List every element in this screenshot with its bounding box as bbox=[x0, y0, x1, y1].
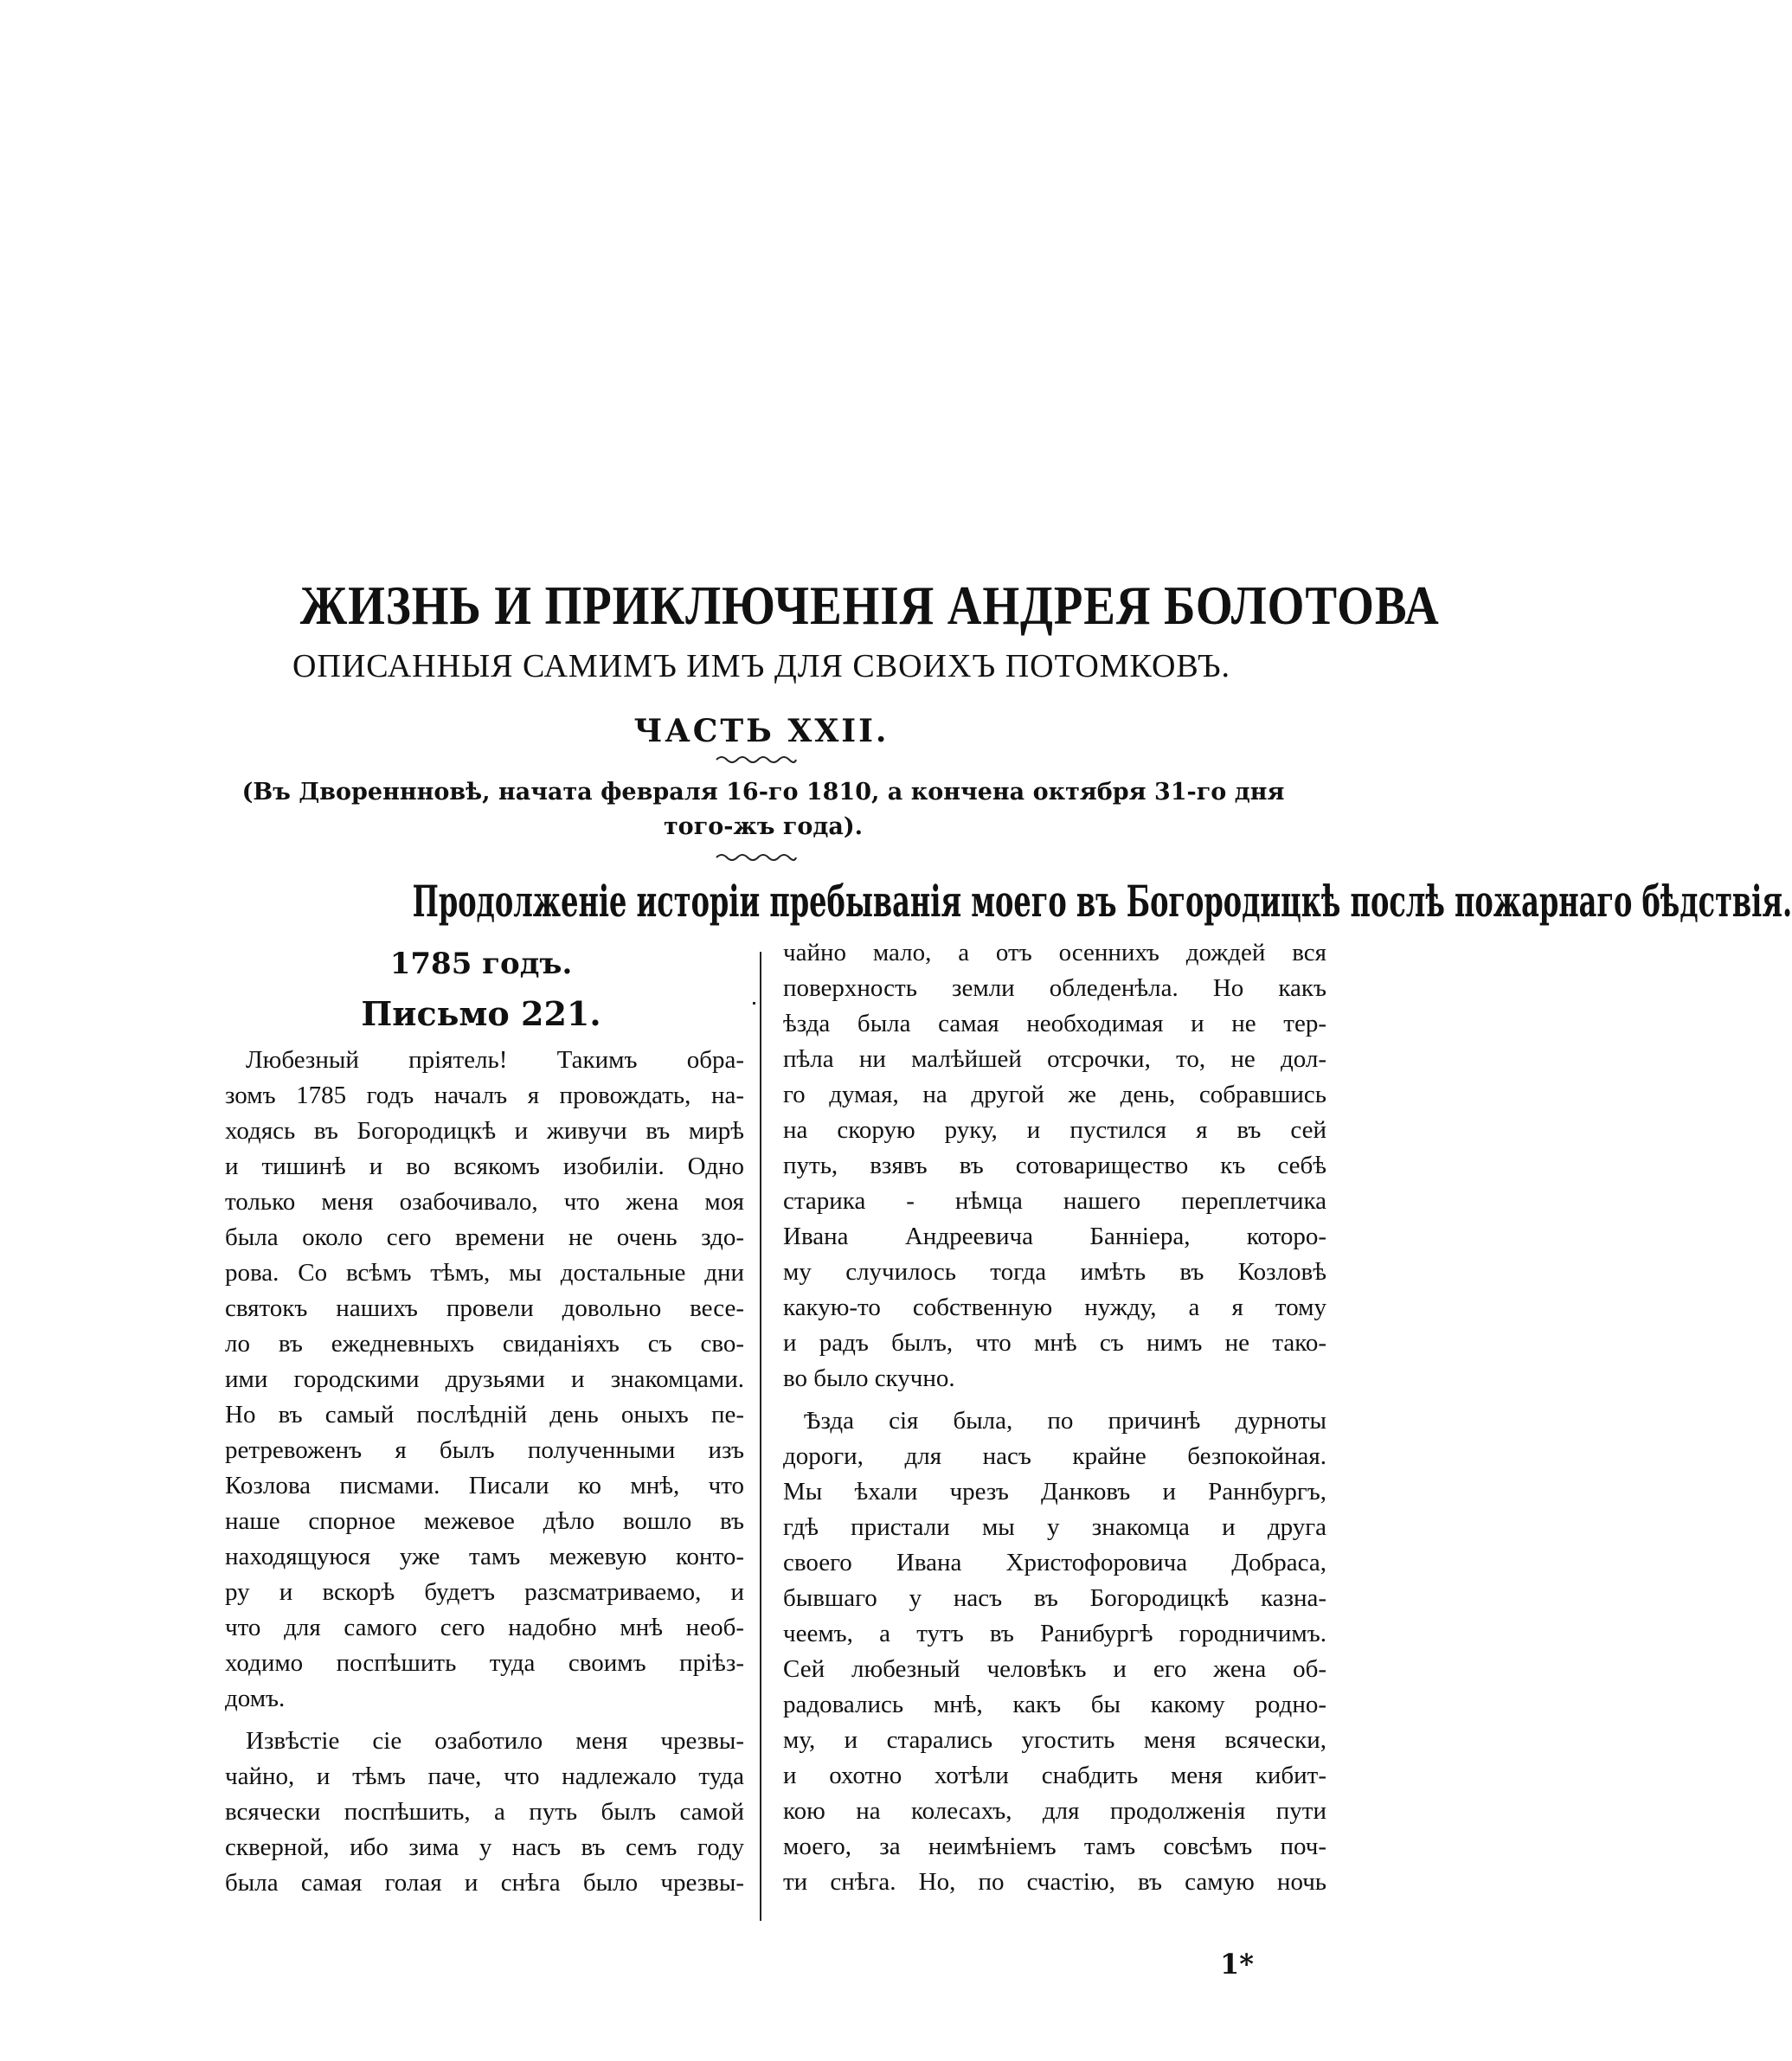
text-line: ти снѣга. Но, по счастію, въ самую ночь bbox=[783, 1868, 1326, 1896]
text-line: ло въ ежедневныхъ свиданіяхъ съ сво- bbox=[225, 1330, 744, 1358]
right-text-column bbox=[783, 935, 1326, 1900]
text-line: ходимо поспѣшить туда своимъ пріѣз- bbox=[225, 1649, 744, 1677]
text-line: и охотно хотѣли снабдить меня кибит- bbox=[783, 1762, 1326, 1789]
section-title: Продолженіе исторіи пребыванія моего въ Богородицкѣ послѣ пожарнаго бѣдствія. bbox=[412, 876, 1792, 927]
writing-dates-line-2: того-жъ года). bbox=[663, 813, 864, 840]
text-line: что для самого сего надобно мнѣ необ- bbox=[225, 1614, 744, 1641]
wavy-rule-ornament bbox=[715, 754, 798, 765]
text-line: святокъ нашихъ провели довольно весе- bbox=[225, 1294, 744, 1322]
text-line: му, и старались угостить меня всячески, bbox=[783, 1726, 1326, 1754]
text-line: зомъ 1785 годъ началъ я провождать, на- bbox=[225, 1082, 744, 1109]
text-line: Сей любезный человѣкъ и его жена об- bbox=[783, 1655, 1326, 1683]
text-line: Но въ самый послѣдній день оныхъ пе- bbox=[225, 1401, 744, 1429]
paragraph-gap bbox=[783, 1396, 1326, 1403]
text-line: дороги, для насъ крайне безпокойная. bbox=[783, 1442, 1326, 1470]
text-line: была около сего времени не очень здо- bbox=[225, 1223, 744, 1251]
column-divider bbox=[760, 952, 761, 1921]
divider-mark bbox=[753, 1002, 755, 1005]
text-line: скверной, ибо зима у насъ въ семъ году bbox=[225, 1833, 744, 1861]
text-line: Ѣзда сія была, по причинѣ дурноты bbox=[804, 1407, 1326, 1435]
text-line: му случилось тогда имѣть въ Козловѣ bbox=[783, 1258, 1326, 1286]
text-line: ими городскими друзьями и знакомцами. bbox=[225, 1365, 744, 1393]
text-line: была самая голая и снѣга было чрезвы- bbox=[225, 1869, 744, 1897]
text-line: кою на колесахъ, для продолженія пути bbox=[783, 1797, 1326, 1825]
text-line: чайно, и тѣмъ паче, что надлежало туда bbox=[225, 1762, 744, 1790]
book-title: ЖИЗНЬ И ПРИКЛЮЧЕНІЯ АНДРЕЯ БОЛОТОВА bbox=[299, 575, 1440, 636]
text-line: поверхность земли обледенѣла. Но какъ bbox=[783, 974, 1326, 1002]
text-line: Козлова писмами. Писали ко мнѣ, что bbox=[225, 1472, 744, 1499]
text-line: го думая, на другой же день, собравшись bbox=[783, 1081, 1326, 1108]
text-line: старика - нѣмца нашего переплетчика bbox=[783, 1187, 1326, 1215]
text-line: находящуюся уже тамъ межевую конто- bbox=[225, 1543, 744, 1570]
left-text-column bbox=[225, 1043, 744, 1901]
text-line: ходясь въ Богородицкѣ и живучи въ мирѣ bbox=[225, 1117, 744, 1145]
text-line: Извѣстіе сіе озаботило меня чрезвы- bbox=[246, 1727, 744, 1755]
text-line: домъ. bbox=[225, 1685, 286, 1712]
text-line: во было скучно. bbox=[783, 1364, 955, 1392]
part-heading: ЧАСТЬ XXII. bbox=[633, 713, 890, 749]
text-line: ру и вскорѣ будетъ разсматриваемо, и bbox=[225, 1578, 744, 1606]
text-line: какую-то собственную нужду, а я тому bbox=[783, 1294, 1326, 1321]
text-line: ретревоженъ я былъ полученными изъ bbox=[225, 1436, 744, 1464]
printer-signature-mark: 1* bbox=[1220, 1948, 1254, 1981]
text-line: пѣла ни малѣйшей отсрочки, то, не дол- bbox=[783, 1045, 1326, 1073]
text-line: Ивана Андреевича Банніера, которо- bbox=[783, 1223, 1326, 1250]
letter-heading: Письмо 221. bbox=[361, 994, 601, 1033]
text-line: радовались мнѣ, какъ бы какому родно- bbox=[783, 1691, 1326, 1718]
text-line: моего, за неимѣніемъ тамъ совсѣмъ поч- bbox=[783, 1833, 1326, 1860]
text-line: всячески поспѣшить, а путь былъ самой bbox=[225, 1798, 744, 1826]
text-line: гдѣ пристали мы у знакомца и друга bbox=[783, 1513, 1326, 1541]
text-line: Любезный пріятель! Такимъ обра- bbox=[246, 1046, 744, 1074]
text-line: путь, взявъ въ сотоварищество къ себѣ bbox=[783, 1152, 1326, 1179]
text-line: бывшаго у насъ въ Богородицкѣ казна- bbox=[783, 1584, 1326, 1612]
text-line: своего Ивана Христофоровича Добраса, bbox=[783, 1549, 1326, 1576]
wavy-rule-ornament bbox=[715, 852, 798, 863]
year-heading: 1785 годъ. bbox=[389, 947, 573, 981]
text-line: на скорую руку, и пустился я въ сей bbox=[783, 1116, 1326, 1144]
text-line: и тишинѣ и во всякомъ изобиліи. Одно bbox=[225, 1152, 744, 1180]
text-line: рова. Со всѣмъ тѣмъ, мы достальные дни bbox=[225, 1259, 744, 1287]
text-line: ѣзда была самая необходимая и не тер- bbox=[783, 1010, 1326, 1037]
text-line: Мы ѣхали чрезъ Данковъ и Раннбургъ, bbox=[783, 1478, 1326, 1506]
text-line: и радъ былъ, что мнѣ съ нимъ не тако- bbox=[783, 1329, 1326, 1357]
text-line: только меня озабочивало, что жена моя bbox=[225, 1188, 744, 1216]
text-line: чайно мало, а отъ осеннихъ дождей вся bbox=[783, 939, 1326, 966]
writing-dates-line-1: (Въ Двореннновѣ, начата февраля 16-го 1810, а кончена октября 31-го дня bbox=[241, 779, 1285, 806]
text-line: чеемъ, а тутъ въ Ранибургѣ городничимъ. bbox=[783, 1620, 1326, 1647]
writing-dates bbox=[201, 775, 1326, 844]
text-line: наше спорное межевое дѣло вошло въ bbox=[225, 1507, 744, 1535]
paragraph-gap bbox=[225, 1717, 744, 1724]
book-subtitle: ОПИСАННЫЯ САМИМЪ ИМЪ ДЛЯ СВОИХЪ ПОТОМКОВЪ. bbox=[292, 648, 1231, 684]
